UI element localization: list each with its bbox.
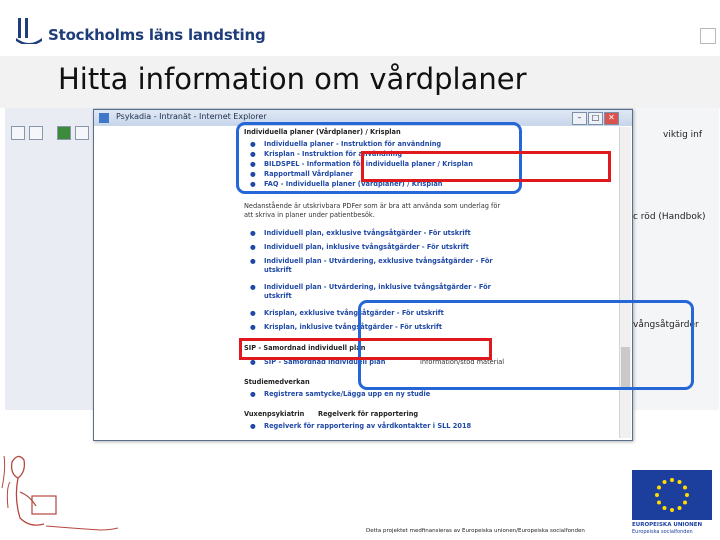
header-bar [0,0,720,56]
section-heading-sip: SIP - Samordnad individuell plan [244,344,366,352]
bullet-icon: ● [250,257,256,265]
sll-logo-icon [16,18,42,44]
link-pdf[interactable]: utskrift [264,292,292,300]
bullet-icon: ● [250,243,256,251]
link-report-template[interactable]: Rapportmall Vårdplaner [264,170,354,178]
bullet-icon: ● [250,150,256,158]
sip-extra-text: information/stöd material [420,358,505,366]
bullet-icon: ● [250,323,256,331]
vertical-scrollbar[interactable] [619,127,631,438]
eu-label: EUROPEISKA UNIONEN [632,522,703,528]
section-heading-individual-plans: Individuella planer (Vårdplaner) / Krisplan [244,128,401,136]
toolbar-strip [5,108,93,410]
toolbar-icon[interactable] [57,126,71,140]
browser-icon [99,113,109,123]
esf-label: Europeiska socialfonden [632,529,693,535]
eu-flag-icon [632,470,712,520]
section-heading-reporting: Regelverk för rapportering [318,410,419,418]
link-reporting-rules[interactable]: Regelverk för rapportering av vårdkontakter i SLL 2018 [264,422,472,430]
window-title: Psykadia - Intranät - Internet Explorer [116,112,267,121]
grip-icon [700,28,716,44]
bullet-icon: ● [250,180,256,188]
bullet-icon: ● [250,422,256,430]
funding-notice: Detta projektet medfinansieras av Europeiska unionen/Europeiska socialfonden [366,528,585,534]
bullet-icon: ● [250,309,256,317]
link-register-consent[interactable]: Registrera samtycke/Lägga upp en ny studie [264,390,431,398]
link-pdf[interactable]: Krisplan, exklusive tvångsåtgärder - För utskrift [264,309,444,317]
org-name: Stockholms läns landsting [48,26,266,44]
link-instruction-crisis[interactable]: Krisplan - Instruktion för användning [264,150,403,158]
link-pdf[interactable]: Individuell plan, inklusive tvångsåtgärder - För utskrift [264,243,469,251]
bullet-icon: ● [250,229,256,237]
right-pane-text: vångsåtgärder [633,320,699,330]
note-text: att skriva in planer under patientbesök. [244,211,375,219]
toolbar-icon[interactable] [29,126,43,140]
slide-title: Hitta information om vårdplaner [58,62,527,96]
right-pane-tab[interactable]: viktig inf [663,130,703,140]
highlight-box-red [361,151,611,182]
bullet-icon: ● [250,358,256,366]
link-slideshow[interactable]: BILDSPEL - Information för individuella planer / Krisplan [264,160,473,168]
bullet-icon: ● [250,390,256,398]
note-text: Nedanstående är utskrivbara PDFer som är bra att använda som underlag för [244,202,501,210]
toolbar-icon[interactable] [75,126,89,140]
person-at-computer-sketch [0,448,140,540]
link-pdf[interactable]: Individuell plan - Utvärdering, inklusive tvångsåtgärder - För [264,283,491,291]
bullet-icon: ● [250,140,256,148]
link-instruction-individual[interactable]: Individuella planer - Instruktion för användning [264,140,442,148]
link-faq[interactable]: FAQ - Individuella planer (Vårdplaner) / Krisplan [264,180,443,188]
link-pdf[interactable]: Individuell plan, exklusive tvångsåtgärder - För utskrift [264,229,471,237]
bullet-icon: ● [250,170,256,178]
link-pdf[interactable]: Krisplan, inklusive tvångsåtgärder - För utskrift [264,323,443,331]
right-pane-text: c röd (Handbok) [633,212,706,222]
eu-logo [632,470,712,536]
highlight-box-red [239,338,492,360]
close-button[interactable]: ✕ [604,112,619,125]
toolbar-icon[interactable] [11,126,25,140]
link-pdf[interactable]: utskrift [264,266,292,274]
minimize-button[interactable]: – [572,112,587,125]
section-heading-adult-psychiatry: Vuxenpsykiatrin [244,410,305,418]
bullet-icon: ● [250,160,256,168]
maximize-button[interactable]: □ [588,112,603,125]
link-pdf[interactable]: Individuell plan - Utvärdering, exklusive tvångsåtgärder - För [264,257,493,265]
section-heading-studies: Studiemedverkan [244,378,310,386]
link-sip[interactable]: SIP - Samordnad individuell plan [264,358,386,366]
bullet-icon: ● [250,283,256,291]
